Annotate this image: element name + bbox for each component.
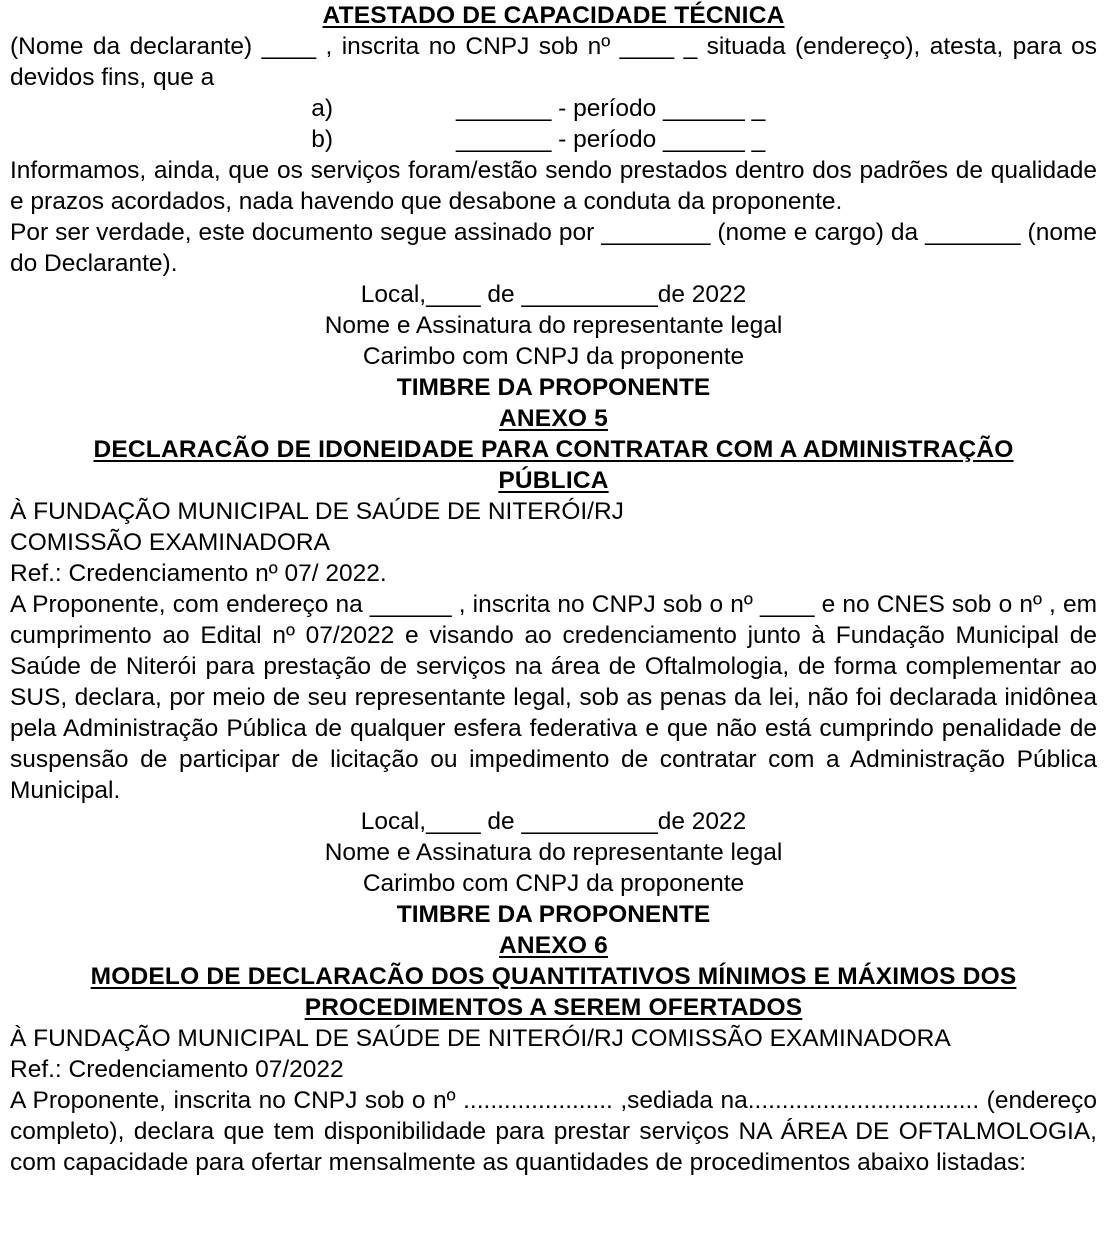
signature-line: Nome e Assinatura do representante legal bbox=[324, 839, 783, 866]
annex-5-heading: ANEXO 5 bbox=[499, 405, 608, 432]
annex-6-body: A Proponente, inscrita no CNPJ sob o nº ...................... ,sediada na.................................. (endereço completo), declara que tem disponibilidade para prestar serviços NA ÁREA DE OFTALMOLOGIA, com capacidade para ofertar mensalmente as quantidades de procedimentos abaixo listadas: bbox=[10, 1087, 1097, 1176]
committee-line: COMISSÃO EXAMINADORA bbox=[10, 529, 330, 556]
reference-line: Ref.: Credenciamento nº 07/ 2022. bbox=[10, 560, 387, 587]
list-item bbox=[10, 93, 1097, 124]
list-item-text: _______ - período ______ _ bbox=[456, 95, 766, 122]
letterhead-heading: TIMBRE DA PROPONENTE bbox=[396, 901, 711, 928]
local-date-line: Local,____ de __________de 2022 bbox=[360, 808, 747, 835]
recipient-line: À FUNDAÇÃO MUNICIPAL DE SAÚDE DE NITERÓI/RJ COMISSÃO EXAMINADORA bbox=[10, 1025, 951, 1052]
letterhead-heading: TIMBRE DA PROPONENTE bbox=[396, 374, 711, 401]
stamp-line: Carimbo com CNPJ da proponente bbox=[362, 870, 745, 897]
atestado-intro: (Nome da declarante) ____ , inscrita no CNPJ sob nº ____ _ situada (endereço), atesta, para os devidos fins, que a bbox=[10, 33, 1097, 91]
recipient-line: À FUNDAÇÃO MUNICIPAL DE SAÚDE DE NITERÓI/RJ bbox=[10, 498, 624, 525]
annex-6-title-line-1: MODELO DE DECLARACÃO DOS QUANTITATIVOS MÍNIMOS E MÁXIMOS DOS bbox=[90, 963, 1017, 990]
atestado-signature-paragraph: Por ser verdade, este documento segue assinado por ________ (nome e cargo) da _______ (nome do Declarante). bbox=[10, 219, 1097, 277]
atestado-title: ATESTADO DE CAPACIDADE TÉCNICA bbox=[322, 2, 785, 29]
list-item bbox=[10, 124, 1097, 155]
list-item-label: a) bbox=[311, 95, 333, 122]
local-date-line: Local,____ de __________de 2022 bbox=[360, 281, 747, 308]
stamp-line: Carimbo com CNPJ da proponente bbox=[362, 343, 745, 370]
reference-line: Ref.: Credenciamento 07/2022 bbox=[10, 1056, 344, 1083]
list-item-label: b) bbox=[311, 126, 333, 153]
annex-5-title-line-1: DECLARACÃO DE IDONEIDADE PARA CONTRATAR COM A ADMINISTRAÇÃO bbox=[93, 436, 1014, 463]
signature-line: Nome e Assinatura do representante legal bbox=[324, 312, 783, 339]
annex-5-title-line-2: PÚBLICA bbox=[498, 467, 609, 494]
annex-6-heading: ANEXO 6 bbox=[499, 932, 608, 959]
list-item-text: _______ - período ______ _ bbox=[456, 126, 766, 153]
annex-5-body: A Proponente, com endereço na ______ , inscrita no CNPJ sob o nº ____ e no CNES sob o nº , em cumprimento ao Edital nº 07/2022 e visando ao credenciamento junto à Fundação Municipal de Saúde de Niterói para prestação de serviços na área de Oftalmologia, de forma complementar ao SUS, declara, por meio de seu representante legal, sob as penas da lei, não foi declarada inidônea pela Administração Pública de qualquer esfera federativa e que não está cumprindo penalidade de suspensão de participar de licitação ou impedimento de contratar com a Administração Pública Municipal. bbox=[10, 591, 1097, 804]
atestado-quality-paragraph: Informamos, ainda, que os serviços foram/estão sendo prestados dentro dos padrões de qualidade e prazos acordados, nada havendo que desabone a conduta da proponente. bbox=[10, 157, 1097, 215]
annex-6-title-line-2: PROCEDIMENTOS A SEREM OFERTADOS bbox=[304, 994, 803, 1021]
